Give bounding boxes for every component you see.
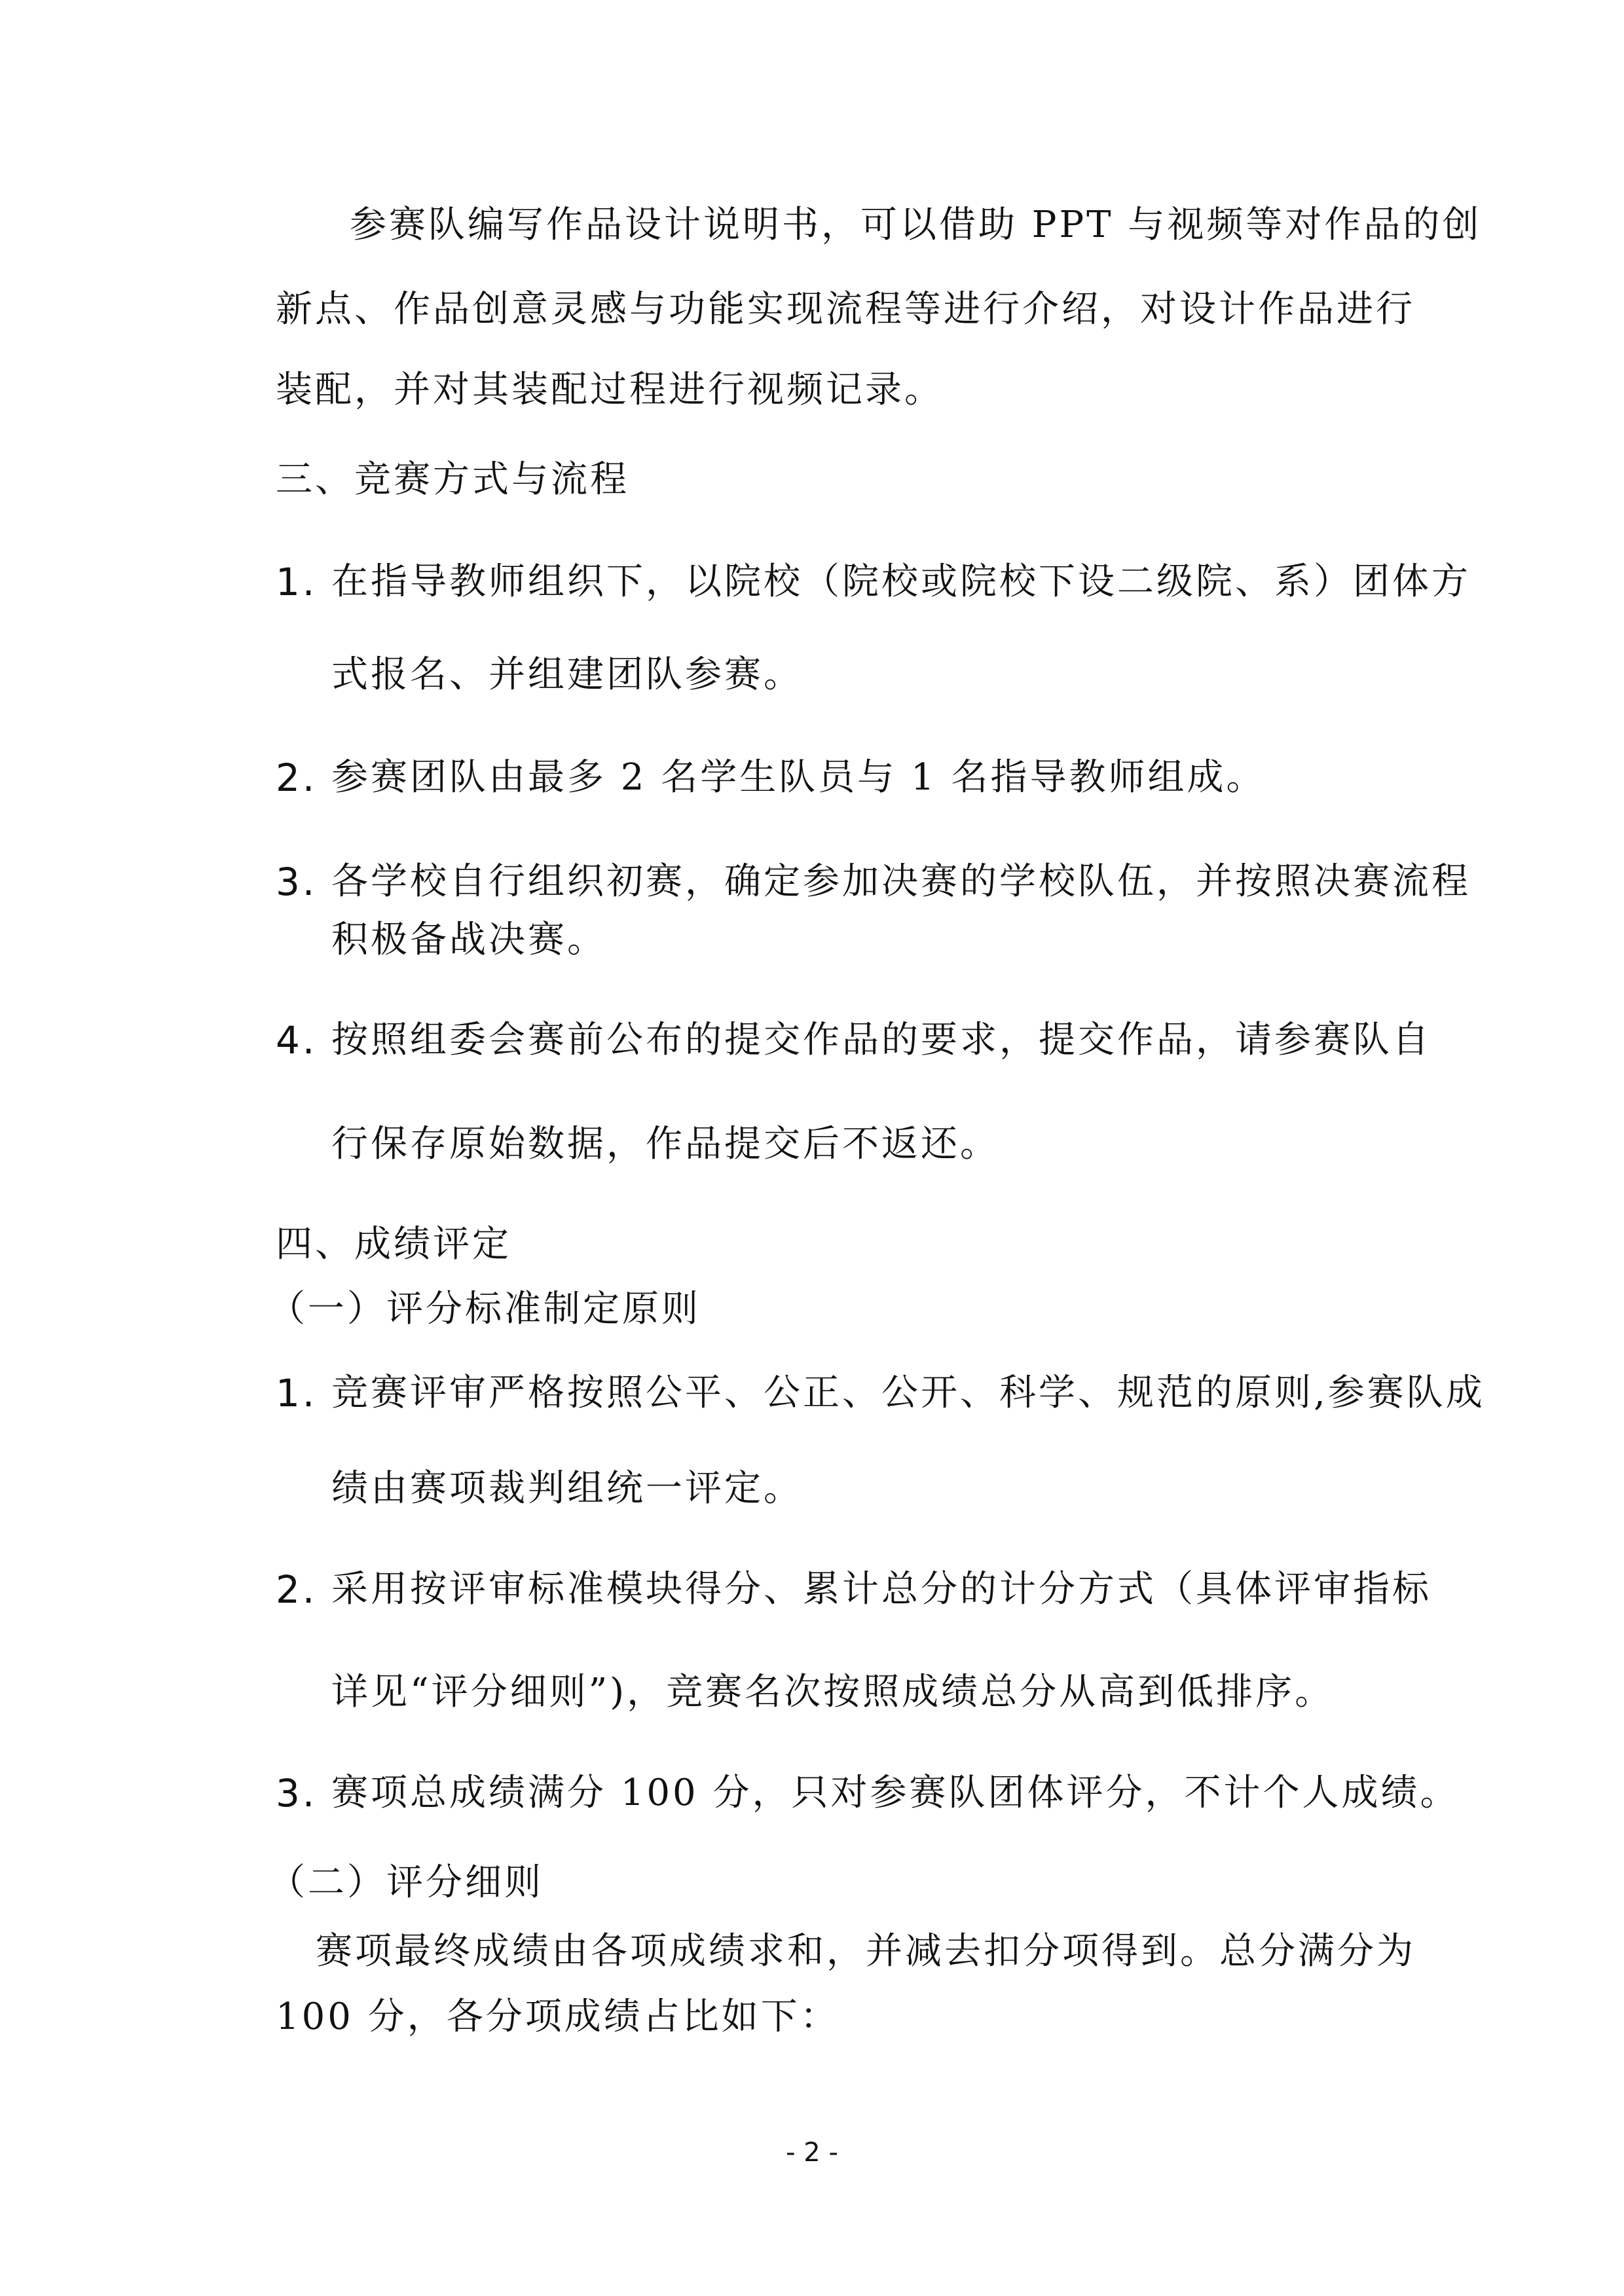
section-heading-scoring: 四、成绩评定 <box>276 1223 511 1266</box>
paragraph-line: 100 分，各分项成绩占比如下： <box>276 1995 840 2038</box>
subsection-heading-details: （二）评分细则 <box>268 1861 544 1904</box>
paragraph-line: 赛项最终成绩由各项成绩求和，并减去扣分项得到。总分满分为 <box>316 1930 1416 1973</box>
list-item-text: 竞赛评审严格按照公平、公正、公开、科学、规范的原则,参赛队成 <box>331 1372 1485 1414</box>
list-item-text: 赛项总成绩满分 100 分，只对参赛队团体评分，不计个人成绩。 <box>331 1772 1460 1814</box>
list-item-number: 4. <box>276 1018 318 1063</box>
list-item-number: 3. <box>276 1771 318 1815</box>
list-item-text: 各学校自行组织初赛，确定参加决赛的学校队伍，并按照决赛流程 <box>331 860 1471 903</box>
list-item-text: 在指导教师组织下，以院校（院校或院校下设二级院、系）团体方 <box>331 560 1471 603</box>
list-item-number: 1. <box>276 560 318 604</box>
list-item-number: 1. <box>276 1371 318 1415</box>
list-item-number: 2. <box>276 1567 318 1612</box>
list-item-text: 参赛团队由最多 2 名学生队员与 1 名指导教师组成。 <box>331 756 1266 799</box>
list-item-text: 式报名、并组建团队参赛。 <box>331 653 803 696</box>
section-heading-competition-method: 三、竞赛方式与流程 <box>276 458 629 501</box>
list-item-number: 3. <box>276 860 318 904</box>
intro-line-3: 装配，并对其装配过程进行视频记录。 <box>276 369 944 411</box>
list-item-text: 行保存原始数据，作品提交后不返还。 <box>331 1123 999 1165</box>
intro-line-1: 参赛队编写作品设计说明书，可以借助 PPT 与视频等对作品的创 <box>350 204 1482 246</box>
list-item-text: 按照组委会赛前公布的提交作品的要求，提交作品，请参赛队自 <box>331 1019 1431 1061</box>
intro-line-2: 新点、作品创意灵感与功能实现流程等进行介绍，对设计作品进行 <box>276 288 1415 331</box>
list-item-text: 详见“评分细则”)，竞赛名次按照成绩总分从高到低排序。 <box>331 1671 1335 1713</box>
list-item-text: 绩由赛项裁判组统一评定。 <box>331 1467 803 1510</box>
list-item-number: 2. <box>276 756 318 800</box>
page-number: - 2 - <box>786 2138 838 2168</box>
subsection-heading-principles: （一）评分标准制定原则 <box>268 1288 701 1330</box>
list-item-text: 采用按评审标准模块得分、累计总分的计分方式（具体评审指标 <box>331 1568 1431 1611</box>
list-item-text: 积极备战决赛。 <box>331 919 606 961</box>
